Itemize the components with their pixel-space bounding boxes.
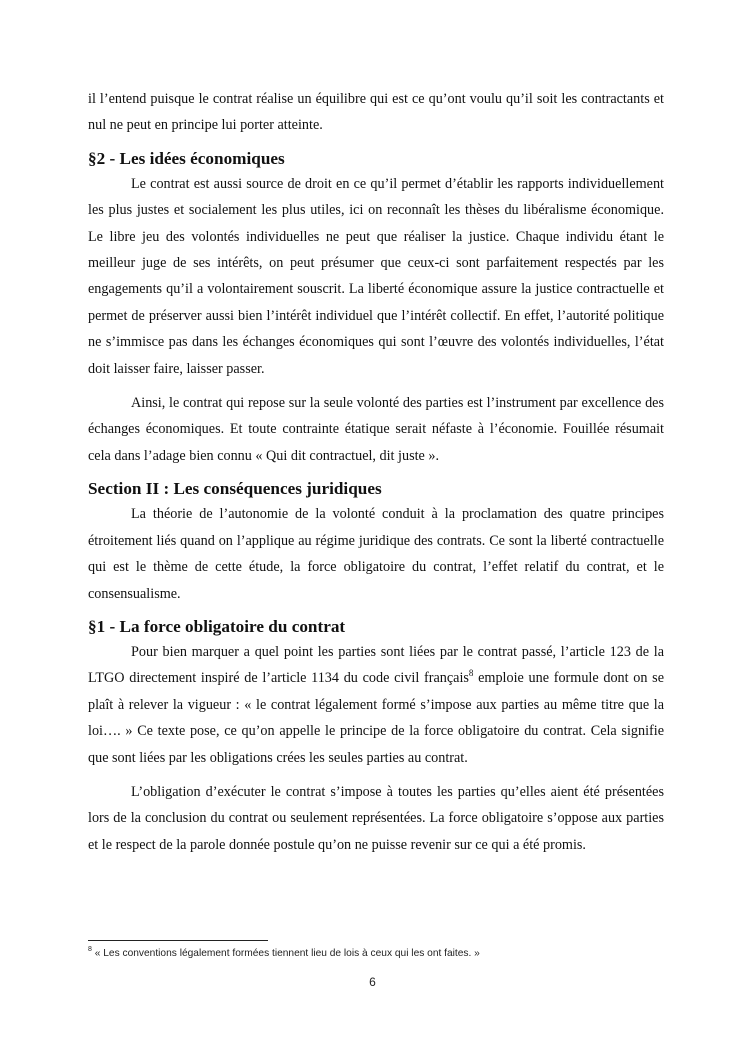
paragraph-source-de-droit: Le contrat est aussi source de droit en ce qu’il permet d’établir les rapports individuellement les plus justes et socialement les plus utiles, ici on reconnaît les thèses du libéralisme économique. Le libre jeu des volontés individuelles ne peut que réaliser la justice. Chaque individu étant le meilleur juge de ses intérêts, on peut présumer que ceux-ci sont parfaitement respectés par les engagements qu’il a volontairement souscrit. La liberté économique assure la justice contractuelle et permet de préserver aussi bien l’intérêt individuel que l’intérêt collectif. En effet, l’autorité politique ne s’immisce pas dans les échanges économiques qui sont l’œuvre des volontés individuelles, l’état doit laisser faire, laisser passer. <box>88 175 664 377</box>
heading-section-ii: Section II : Les conséquences juridiques <box>88 479 382 499</box>
paragraph-continuation: il l’entend puisque le contrat réalise un équilibre qui est ce qu’ont voulu qu’il soit les contractants et nul ne peut en principe lui porter atteinte. <box>88 91 664 134</box>
page-body <box>88 86 664 858</box>
paragraph-article-123-part1: Pour bien marquer a quel point les parties sont liées par le contrat passé, l’article 123 de la LTGO directement inspiré de l’article 1134 du code civil français <box>88 643 664 687</box>
footnote-separator <box>88 940 268 941</box>
footnote-number: 8 <box>88 946 92 953</box>
paragraph-instrument-echanges: Ainsi, le contrat qui repose sur la seule volonté des parties est l’instrument par excellence des échanges économiques. Et toute contrainte étatique serait néfaste à l’économie. Fouillée résumait cela dans l’adage bien connu « Qui dit contractuel, dit juste ». <box>88 395 664 464</box>
paragraph-autonomie-volonte: La théorie de l’autonomie de la volonté conduit à la proclamation des quatre principes étroitement liés quand on l’applique au régime juridique des contrats. Ce sont la liberté contractuelle qui est le thème de cette étude, la force obligatoire du contrat, l’effet relatif du contrat, et le consensualisme. <box>88 506 664 602</box>
heading-idees-economiques: §2 - Les idées économiques <box>88 148 285 168</box>
heading-force-obligatoire: §1 - La force obligatoire du contrat <box>88 616 346 636</box>
page-number: 6 <box>369 975 376 989</box>
footnote-reference[interactable]: 8 <box>468 668 474 679</box>
paragraph-article-123 <box>88 639 664 771</box>
paragraph-article-123-part2: emploie une formule dont on se plaît à relever la vigueur : « le contrat légalement formé s’impose aux parties au même titre que la loi…. » Ce texte pose, ce qu’on appelle le principe de la force obligatoire du contrat. Cela signifie que sont liées par les obligations crées les seules parties au contrat. <box>88 670 665 766</box>
paragraph-obligation-executer: L’obligation d’exécuter le contrat s’impose à toutes les parties qu’elles aient été présentées lors de la conclusion du contrat ou seulement représentées. La force obligatoire s’oppose aux parties et le respect de la parole donnée postule qu’on ne puisse revenir sur ce qui a été promis. <box>88 783 664 853</box>
footnote <box>88 948 480 959</box>
footnote-text: « Les conventions légalement formées tiennent lieu de lois à ceux qui les ont faites. » <box>91 948 480 959</box>
